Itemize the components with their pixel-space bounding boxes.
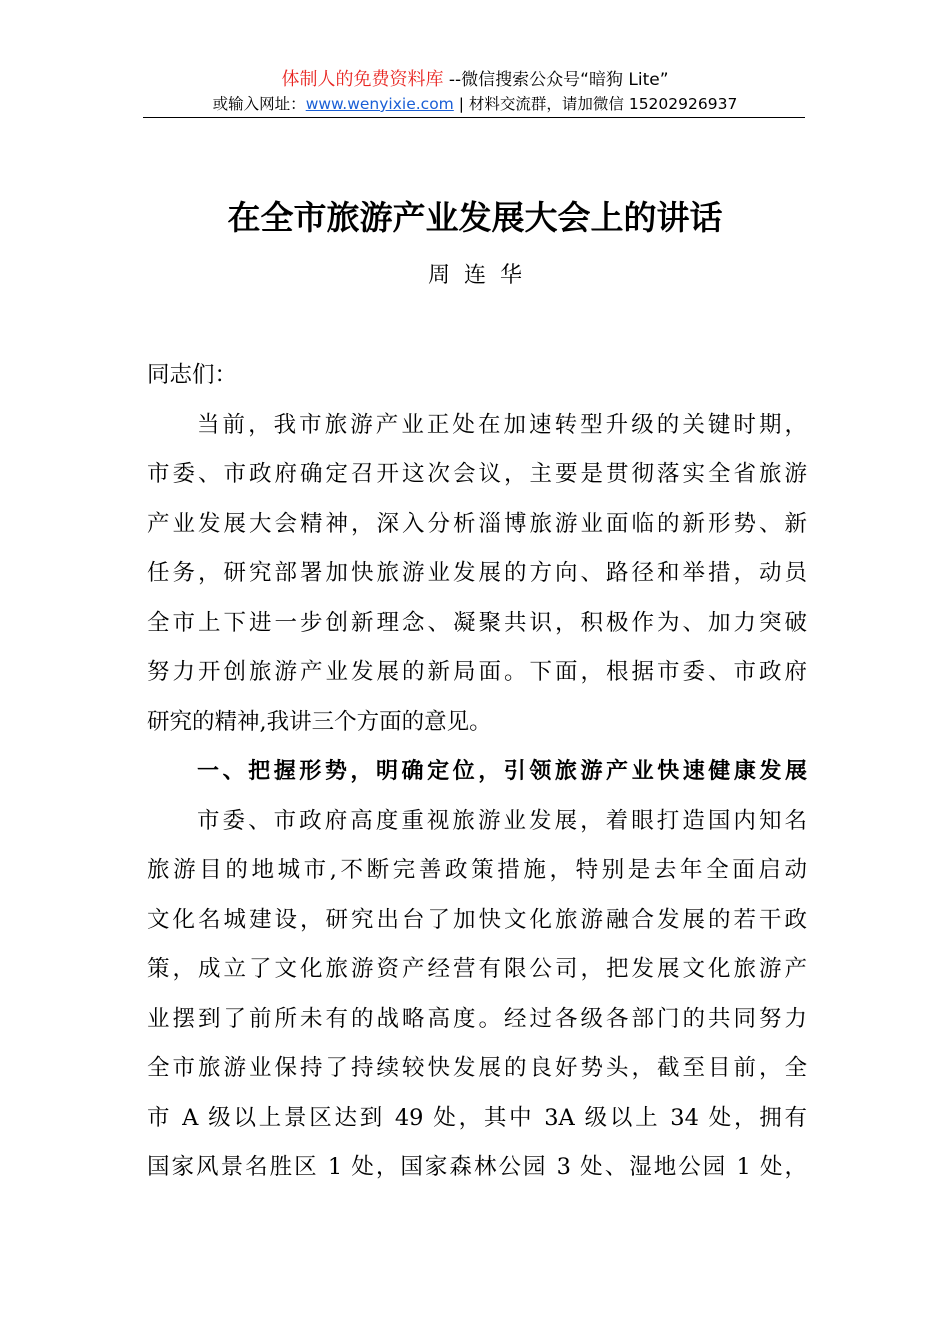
paragraph-line: 策，成立了文化旅游资产经营有限公司，把发展文化旅游产 [147, 956, 807, 982]
url-prefix: 或输入网址： [212, 95, 306, 113]
paragraph-line: 市 A 级以上景区达到 49 处，其中 3A 级以上 34 处，拥有 [147, 1104, 807, 1131]
paragraph-line: 当前，我市旅游产业正处在加速转型升级的关键时期， [197, 411, 807, 438]
wechat-text: --微信搜索公众号“暗狗 Lite” [448, 70, 669, 90]
paragraph-line: 市委、市政府确定召开这次会议，主要是贯彻落实全省旅游 [147, 461, 807, 487]
document-title: 在全市旅游产业发展大会上的讲话 [227, 198, 723, 237]
paragraph-line: 业摆到了前所未有的战略高度。经过各级各部门的共同努力 [147, 1005, 807, 1032]
header-separator: | [458, 95, 464, 113]
salutation: 同志们： [147, 362, 238, 388]
site-name: 体制人的免费资料库 [281, 69, 444, 90]
paragraph-line: 全市旅游业保持了持续较快发展的良好势头，截至目前，全 [147, 1055, 807, 1081]
header-line-1 [0, 68, 950, 92]
paragraph-line: 研究的精神,我讲三个方面的意见。 [147, 708, 492, 735]
paragraph-line: 努力开创旅游产业发展的新局面。下面，根据市委、市政府 [147, 659, 807, 685]
paragraph-line: 旅游目的地城市,不断完善政策措施，特别是去年全面启动 [147, 857, 807, 883]
document-body [147, 351, 807, 1193]
paragraph-line: 市委、市政府高度重视旅游业发展，着眼打造国内知名 [197, 807, 807, 834]
section-heading: 一、把握形势，明确定位，引领旅游产业快速健康发展 [197, 759, 807, 784]
paragraph-line: 任务，研究部署加快旅游业发展的方向、路径和举措，动员 [147, 560, 807, 586]
document-author: 周连华 [427, 263, 536, 288]
paragraph-line: 国家风景名胜区 1 处，国家森林公园 3 处、湿地公园 1 处， [147, 1154, 807, 1180]
paragraph-line: 全市上下进一步创新理念、凝聚共识，积极作为、加力突破 [147, 609, 807, 636]
header-divider [143, 117, 805, 118]
header-line-2 [0, 93, 950, 115]
paragraph-line: 产业发展大会精神，深入分析淄博旅游业面临的新形势、新 [147, 510, 807, 537]
website-link[interactable]: www.wenyixie.com [305, 95, 454, 113]
contact-text: 材料交流群，请加微信 15202926937 [468, 95, 738, 113]
paragraph-line: 文化名城建设，研究出台了加快文化旅游融合发展的若干政 [147, 906, 807, 933]
